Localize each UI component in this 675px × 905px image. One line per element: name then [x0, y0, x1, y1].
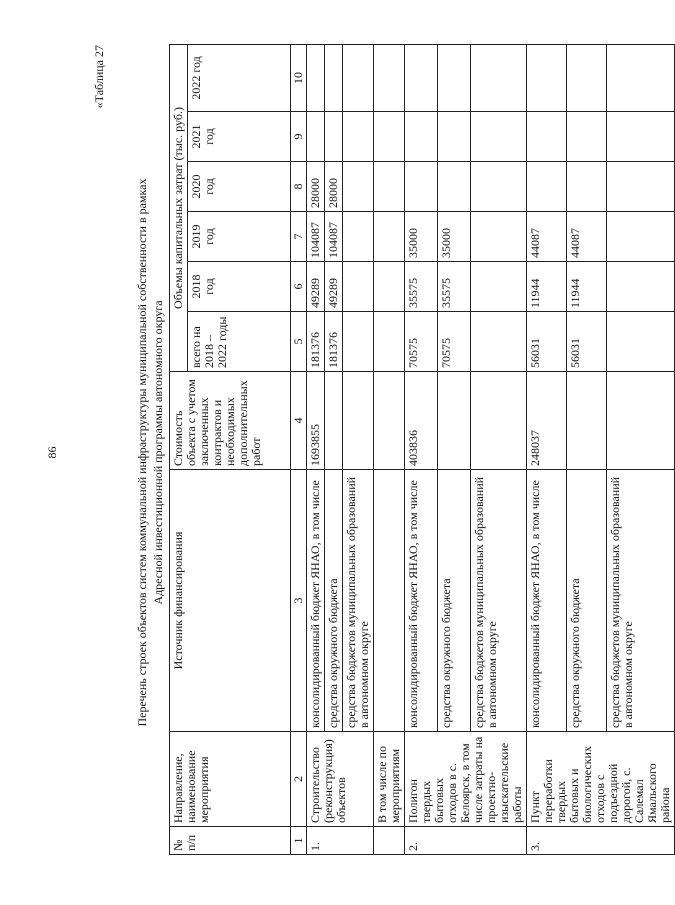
table-row: [405, 44, 438, 854]
row-no: 2.: [405, 827, 527, 855]
investment-table: [169, 44, 675, 855]
col-num: 7: [291, 212, 307, 262]
value-2020: 28000: [307, 162, 325, 212]
value-2018: 49289: [307, 262, 325, 312]
row-name: Пункт переработки твердых бытовых и биологических отходов с подъездной дорогой, с. Салемал Ямальского района: [527, 732, 675, 827]
table-row: [527, 44, 567, 854]
header-2019: 2019 год: [188, 212, 291, 262]
document-title-line-2: Адресной инвестиционной программы автономного округа: [151, 300, 165, 605]
value-2019: 44087: [566, 212, 606, 262]
value-2021: [325, 112, 343, 162]
source-cell: консолидированный бюджет ЯНАО, в том числе: [307, 470, 325, 732]
total-cell: 70575: [437, 312, 470, 372]
header-2021: 2021 год: [188, 112, 291, 162]
row-name: Строительство (реконструкция) объектов: [307, 732, 374, 827]
document-title-line-1: Перечень строек объектов систем коммунальной инфраструктуры муниципальной собственности в рамках: [135, 178, 149, 727]
header-total: всего на 2018 – 2022 годы: [188, 312, 291, 372]
cost-cell: 248037: [527, 372, 567, 470]
header-2022: 2022 год: [188, 44, 291, 111]
col-num: 1: [291, 827, 307, 855]
cost-cell: [325, 372, 343, 470]
col-num: 8: [291, 162, 307, 212]
source-cell: средства бюджетов муниципальных образований в автономном округе: [606, 470, 675, 732]
col-num: 5: [291, 312, 307, 372]
total-cell: 70575: [405, 312, 438, 372]
header-2018: 2018 год: [188, 262, 291, 312]
col-num: 2: [291, 732, 307, 827]
total-cell: 181376: [325, 312, 343, 372]
col-num: 6: [291, 262, 307, 312]
source-cell: средства бюджетов муниципальных образований в автономном округе: [343, 470, 374, 732]
source-cell: средства окружного бюджета: [325, 470, 343, 732]
total-cell: 181376: [307, 312, 325, 372]
value-2020: 28000: [325, 162, 343, 212]
source-cell: консолидированный бюджет ЯНАО, в том числе: [405, 470, 438, 732]
col-num: 4: [291, 372, 307, 470]
value-2021: [307, 112, 325, 162]
total-cell: 56031: [527, 312, 567, 372]
header-2020: 2020 год: [188, 162, 291, 212]
column-number-row: [291, 44, 307, 854]
row-no: 3.: [527, 827, 675, 855]
value-2018: 35575: [405, 262, 438, 312]
value-2019: 44087: [527, 212, 567, 262]
cost-cell: 403836: [405, 372, 438, 470]
header-volumes: Объемы капитальных затрат (тыс. руб.): [170, 44, 188, 371]
value-2018: 49289: [325, 262, 343, 312]
col-num: 9: [291, 112, 307, 162]
source-cell: средства окружного бюджета: [437, 470, 470, 732]
value-2022: [307, 44, 325, 111]
value-2018: 11944: [527, 262, 567, 312]
row-name: Полигон твердых бытовых отходов в с. Белоярск, в том числе затраты на проектно-изыскательские работы: [405, 732, 527, 827]
header-cost: Стоимость объекта с учетом заключенных контрактов и необходимых дополнительных работ: [170, 372, 291, 470]
header-name: Направление, наименование мероприятия: [170, 732, 291, 827]
page-number: 86: [45, 446, 59, 459]
value-2019: 104087: [325, 212, 343, 262]
value-2018: 11944: [566, 262, 606, 312]
source-cell: средства бюджетов муниципальных образований в автономном округе: [470, 470, 526, 732]
table-label: «Таблица 27: [92, 45, 106, 109]
subheader-measures: В том числе по мероприятиям: [374, 732, 405, 827]
col-num: 10: [291, 44, 307, 111]
row-no: 1.: [307, 827, 374, 855]
col-num: 3: [291, 470, 307, 732]
header-source: Источник финансирования: [170, 470, 291, 732]
source-cell: консолидированный бюджет ЯНАО, в том числе: [527, 470, 567, 732]
table-row: [374, 44, 405, 854]
value-2022: [325, 44, 343, 111]
value-2019: 35000: [437, 212, 470, 262]
value-2019: 35000: [405, 212, 438, 262]
cost-cell: 1693855: [307, 372, 325, 470]
total-cell: 56031: [566, 312, 606, 372]
table-row: [307, 44, 325, 854]
source-cell: средства окружного бюджета: [566, 470, 606, 732]
header-row-1: [170, 44, 188, 854]
header-no: № п/п: [170, 827, 291, 855]
value-2018: 35575: [437, 262, 470, 312]
value-2019: 104087: [307, 212, 325, 262]
